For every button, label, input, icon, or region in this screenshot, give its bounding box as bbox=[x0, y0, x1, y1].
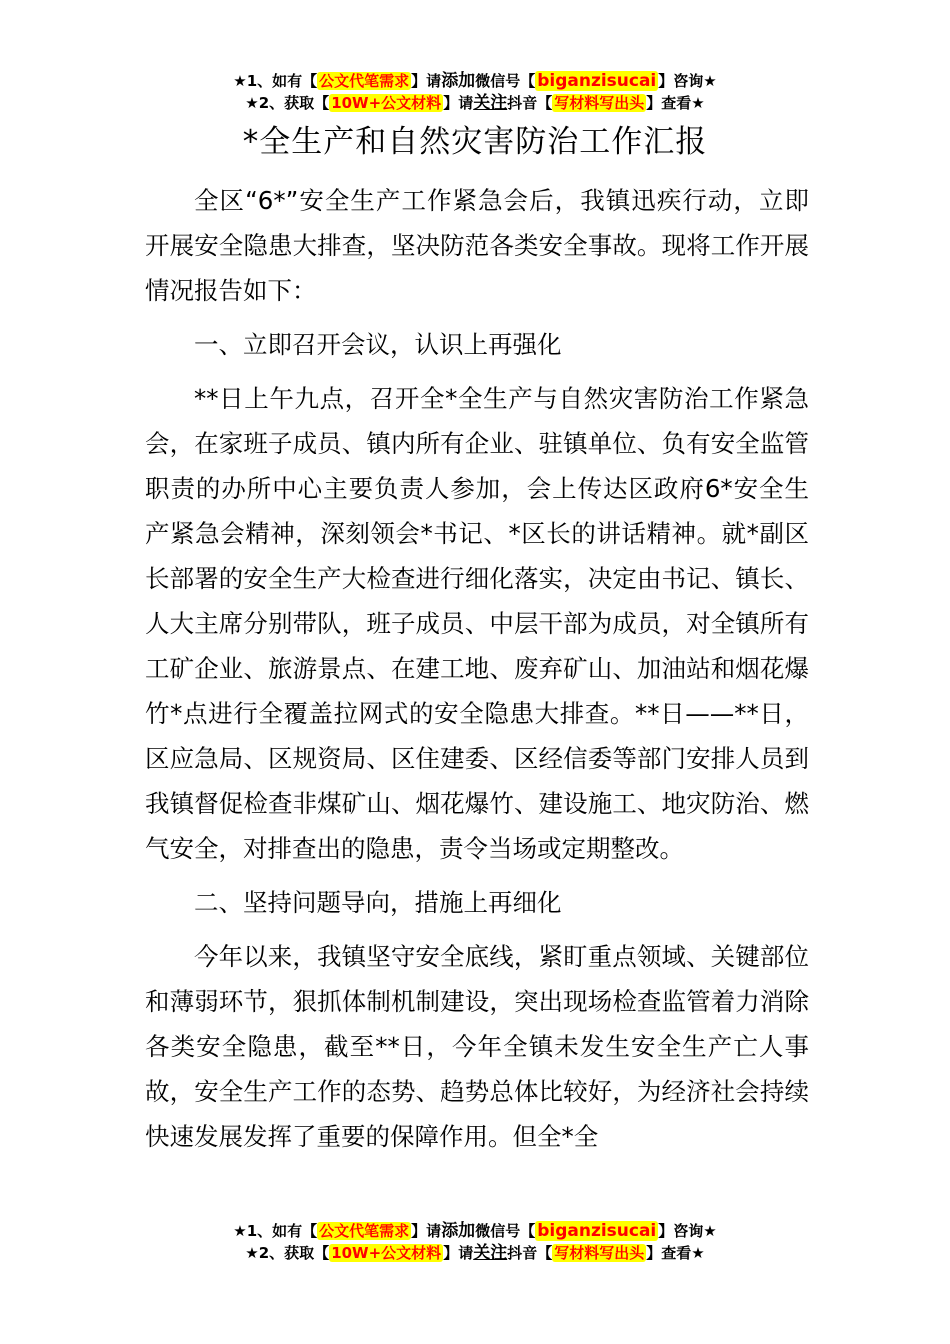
promo-text: ★2、获取【 bbox=[245, 94, 330, 112]
header-promo-banner bbox=[0, 70, 950, 114]
promo-text: 抖音【 bbox=[507, 1244, 553, 1262]
promo-text: 】请 bbox=[411, 72, 442, 90]
promo-highlight: 10W+公文材料 bbox=[331, 94, 442, 112]
promo-emphasis: 关注 bbox=[473, 93, 508, 113]
promo-highlight: 公文代笔需求 bbox=[319, 72, 410, 90]
promo-highlight-douyin: 写材料写出头 bbox=[554, 94, 645, 112]
section-heading-1: 一、立即召开会议，认识上再强化 bbox=[194, 330, 562, 359]
promo-emphasis: 添加 bbox=[441, 1221, 476, 1241]
section-heading-2: 二、坚持问题导向，措施上再细化 bbox=[194, 888, 562, 917]
promo-text: 微信号【 bbox=[475, 1222, 536, 1240]
promo-text: 微信号【 bbox=[475, 72, 536, 90]
document-title: *全生产和自然灾害防治工作汇报 bbox=[242, 124, 708, 160]
promo-line-1 bbox=[0, 1220, 950, 1242]
promo-highlight-wechat: biganzisucai bbox=[537, 71, 657, 91]
promo-emphasis: 添加 bbox=[441, 71, 476, 91]
promo-text: 】请 bbox=[443, 1244, 474, 1262]
promo-text: 】咨询★ bbox=[658, 1222, 717, 1240]
intro-paragraph: 全区“6*”安全生产工作紧急会后，我镇迅疾行动，立即开展安全隐患大排查，坚决防范各类安全事故。现将工作开展情况报告如下： bbox=[145, 186, 809, 305]
promo-text: 抖音【 bbox=[507, 94, 553, 112]
promo-text: 】咨询★ bbox=[658, 72, 717, 90]
promo-highlight-douyin: 写材料写出头 bbox=[554, 1244, 645, 1262]
promo-line-1 bbox=[0, 70, 950, 92]
body-paragraph: 今年以来，我镇坚守安全底线，紧盯重点领域、关键部位和薄弱环节，狠抓体制机制建设，突出现场检查监管着力消除各类安全隐患，截至**日，今年全镇未发生安全生产亡人事故，安全生产工作的态势、趋势总体比较好，为经济社会持续快速发展发挥了重要的保障作用。但全*全 bbox=[145, 942, 809, 1151]
promo-highlight-wechat: biganzisucai bbox=[537, 1221, 657, 1241]
promo-line-2 bbox=[0, 92, 950, 114]
promo-emphasis: 关注 bbox=[473, 1243, 508, 1263]
promo-text: 】请 bbox=[443, 94, 474, 112]
promo-text: 】查看★ bbox=[646, 94, 705, 112]
body-paragraph: **日上午九点，召开全*全生产与自然灾害防治工作紧急会，在家班子成员、镇内所有企业、驻镇单位、负有安全监管职责的办所中心主要负责人参加，会上传达区政府6*安全生产紧急会精神，深刻领会*书记、*区长的讲话精神。就*副区长部署的安全生产大检查进行细化落实，决定由书记、镇长、人大主席分别带队，班子成员、中层干部为成员，对全镇所有工矿企业、旅游景点、在建工地、废弃矿山、加油站和烟花爆竹*点进行全覆盖拉网式的安全隐患大排查。**日——**日，区应急局、区规资局、区住建委、区经信委等部门安排人员到我镇督促检查非煤矿山、烟花爆竹、建设施工、地灾防治、燃气安全，对排查出的隐患，责令当场或定期整改。 bbox=[145, 384, 809, 863]
promo-text: 】请 bbox=[411, 1222, 442, 1240]
footer-promo-banner bbox=[0, 1220, 950, 1264]
promo-highlight: 10W+公文材料 bbox=[331, 1244, 442, 1262]
promo-text: ★2、获取【 bbox=[245, 1244, 330, 1262]
promo-text: ★1、如有【 bbox=[233, 72, 318, 90]
promo-highlight: 公文代笔需求 bbox=[319, 1222, 410, 1240]
document-body bbox=[145, 178, 809, 1168]
promo-text: ★1、如有【 bbox=[233, 1222, 318, 1240]
promo-line-2 bbox=[0, 1242, 950, 1264]
promo-text: 】查看★ bbox=[646, 1244, 705, 1262]
